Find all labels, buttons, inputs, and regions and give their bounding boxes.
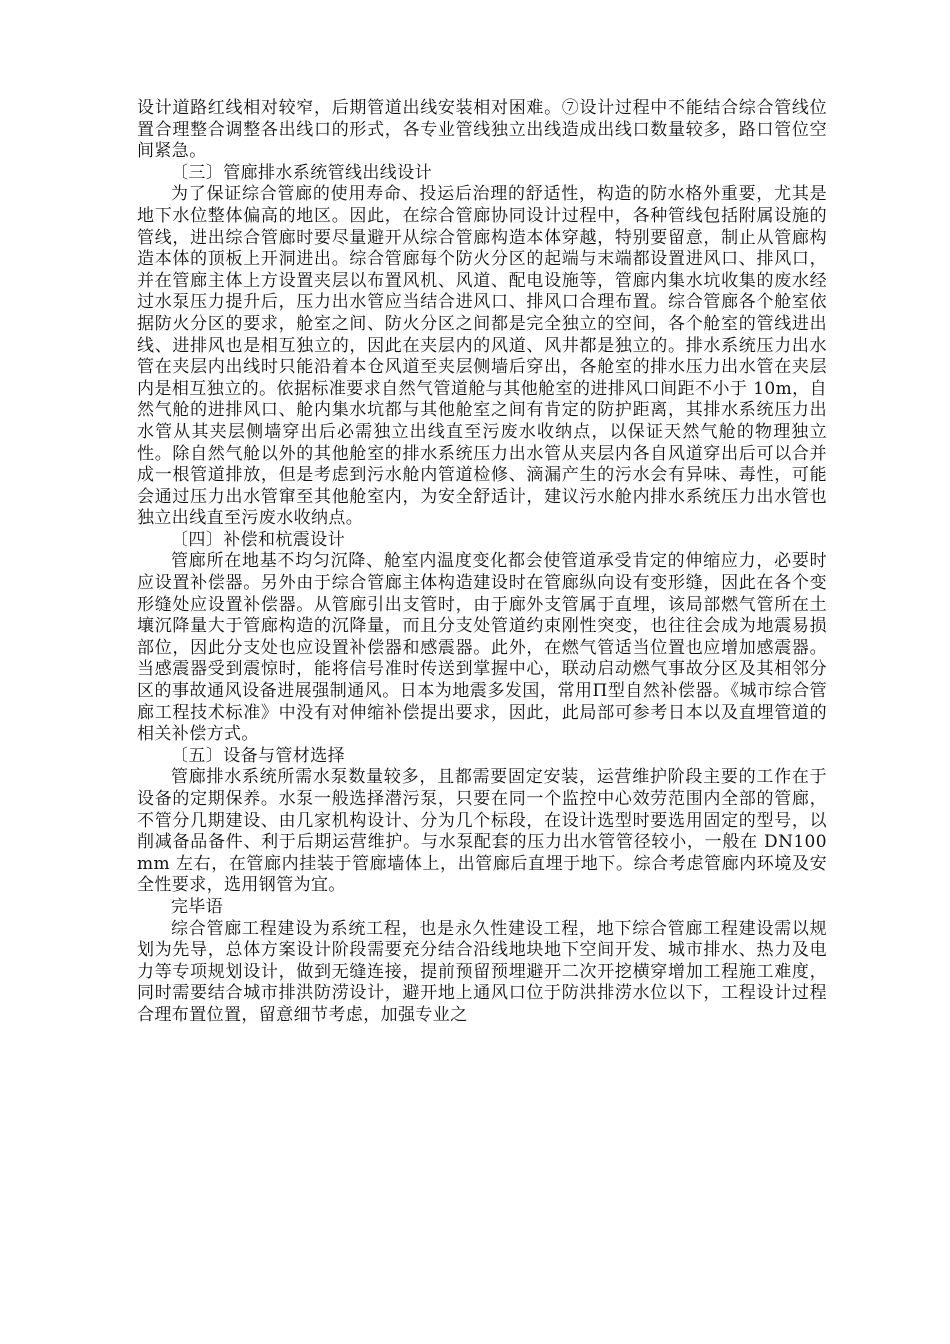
paragraph-conclusion: 综合管廊工程建设为系统工程，也是永久性建设工程，地下综合管廊工程建设需以规划为先导，总体方案设计阶段需要充分结合沿线地块地下空间开发、城市排水、热力及电力等专项规划设计，做到无缝连接，提前预留预埋避开二次开挖横穿增加工程施工难度，同时需要结合城市排洪防涝设计，避开地上通风口位于防洪排涝水位以下，工程设计过程合理布置位置，留意细节考虑，加强专业之 [137,918,827,1025]
section-heading-5: 〔五〕设备与管材选择 [171,745,345,766]
paragraph-drainage-outlet: 为了保证综合管廊的使用寿命、投运后治理的舒适性，构造的防水格外重要，尤其是地下水位整体偏高的地区。因此，在综合管廊协同设计过程中，各种管线包括附属设施的管线，进出综合管廊时要尽量避开从综合管廊构造本体穿越，特别要留意，制止从管廊构造本体的顶板上开洞进出。综合管廊每个防火分区的起端与末端都设置进风口、排风口，并在管廊主体上方设置夹层以布置风机、风道、配电设施等，管廊内集水坑收集的废水经过水泵压力提升后，压力出水管应当结合进风口、排风口合理布置。综合管廊各个舱室依据防火分区的要求，舱室之间、防火分区之间都是完全独立的空间，各个舱室的管线进出线、进排风也是相互独立的，因此在夹层内的风道、风井都是独立的。排水系统压力出水管在夹层内出线时只能沿着本仓风道至夹层侧墙后穿出，各舱室的排水压力出水管在夹层内是相互独立的。依据标准要求自然气管道舱与其他舱室的进排风口间距不小于 10m，自然气舱的进排风口、舱内集水坑都与其他舱室之间有肯定的防护距离，其排水系统压力出水管从其夹层侧墙穿出后必需独立出线直至污废水收纳点，以保证天然气舱的物理独立性。除自然气舱以外的其他舱室的排水系统压力出水管从夹层内各自风道穿出后可以合并成一根管道排放，但是考虑到污水舱内管道检修、滴漏产生的污水会有异味、毒性，可能会通过压力出水管窜至其他舱室内，为安全舒适计，建议污水舱内排水系统压力出水管也独立出线直至污废水收纳点。 [137,184,827,529]
section-heading-4: 〔四〕补偿和杭震设计 [171,529,345,550]
paragraph-equipment: 管廊排水系统所需水泵数量较多，且都需要固定安装，运营维护阶段主要的工作在于设备的定期保养。水泵一般选择潜污泵，只要在同一个监控中心效劳范围内全部的管廊，不管分几期建设、由几家机构设计、分为几个标段，在设计选型时要选用固定的型号，以削减备品备件、利于后期运营维护。与水泵配套的压力出水管管径较小，一般在 DN100mm 左右，在管廊内挂装于管廊墙体上，出管廊后直埋于地下。综合考虑管廊内环境及安全性要求，选用钢管为宜。 [137,767,827,896]
document-page [137,98,827,1027]
section-heading-conclusion: 完毕语 [171,896,224,917]
paragraph-compensation: 管廊所在地基不均匀沉降、舱室内温度变化都会使管道承受肯定的伸缩应力，必要时应设置补偿器。另外由于综合管廊主体构造建设时在管廊纵向设有变形缝，因此在各个变形缝处应设置补偿器。从管廊引出支管时，由于廊外支管属于直埋，该局部燃气管所在土壤沉降量大于管廊构造的沉降量，而且分支处管道约束刚性突变，也往往会成为地震易损部位，因此分支处也应设置补偿器和感震器。此外，在燃气管适当位置也应增加感震器。当感震器受到震惊时，能将信号准时传送到掌握中心，联动启动燃气事故分区及其相邻分区的事故通风设备进展强制通风。日本为地震多发国，常用Π型自然补偿器。《城市综合管廊工程技术标准》中没有对伸缩补偿提出要求，因此，此局部可参考日本以及直埋管道的相关补偿方式。 [137,551,827,745]
paragraph-continued: 设计道路红线相对较窄，后期管道出线安装相对困难。⑦设计过程中不能结合综合管线位置合理整合调整各出线口的形式，各专业管线独立出线造成出线口数量较多，路口管位空间紧急。 [137,98,827,162]
section-heading-3: 〔三〕管廊排水系统管线出线设计 [171,162,432,183]
